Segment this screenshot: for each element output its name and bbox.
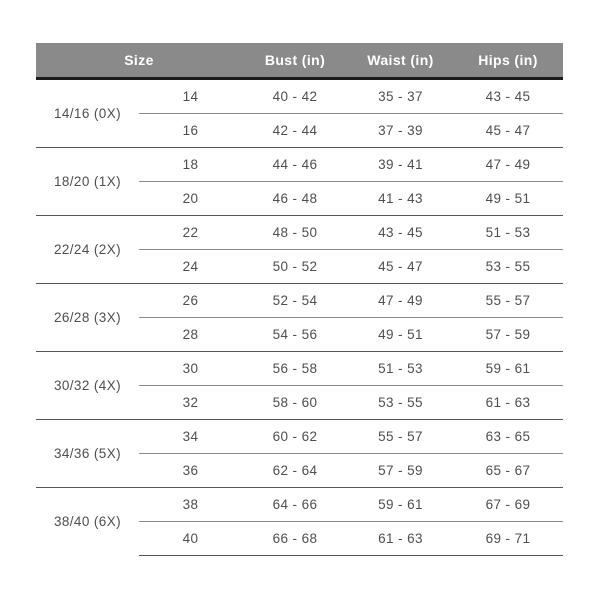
column-header-size: Size (36, 43, 242, 79)
hips-cell: 53 - 55 (453, 250, 563, 284)
bust-cell: 54 - 56 (242, 318, 348, 352)
size-group-label: 22/24 (2X) (36, 216, 139, 284)
column-header-waist: Waist (in) (348, 43, 453, 79)
bust-cell: 44 - 46 (242, 148, 348, 182)
bust-cell: 40 - 42 (242, 79, 348, 114)
waist-cell: 45 - 47 (348, 250, 453, 284)
size-cell: 16 (139, 114, 242, 148)
table-row (36, 352, 563, 386)
size-cell: 40 (139, 522, 242, 556)
hips-cell: 51 - 53 (453, 216, 563, 250)
size-chart-table (36, 43, 563, 556)
bust-cell: 50 - 52 (242, 250, 348, 284)
waist-cell: 59 - 61 (348, 488, 453, 522)
size-group-label: 30/32 (4X) (36, 352, 139, 420)
hips-cell: 45 - 47 (453, 114, 563, 148)
table-row (36, 284, 563, 318)
hips-cell: 65 - 67 (453, 454, 563, 488)
hips-cell: 47 - 49 (453, 148, 563, 182)
size-cell: 22 (139, 216, 242, 250)
table-row (36, 79, 563, 114)
waist-cell: 47 - 49 (348, 284, 453, 318)
waist-cell: 57 - 59 (348, 454, 453, 488)
size-cell: 18 (139, 148, 242, 182)
waist-cell: 51 - 53 (348, 352, 453, 386)
hips-cell: 69 - 71 (453, 522, 563, 556)
size-cell: 38 (139, 488, 242, 522)
bust-cell: 42 - 44 (242, 114, 348, 148)
waist-cell: 53 - 55 (348, 386, 453, 420)
size-cell: 28 (139, 318, 242, 352)
bust-cell: 62 - 64 (242, 454, 348, 488)
waist-cell: 37 - 39 (348, 114, 453, 148)
bust-cell: 60 - 62 (242, 420, 348, 454)
hips-cell: 57 - 59 (453, 318, 563, 352)
table-row (36, 420, 563, 454)
bust-cell: 58 - 60 (242, 386, 348, 420)
hips-cell: 49 - 51 (453, 182, 563, 216)
hips-cell: 67 - 69 (453, 488, 563, 522)
size-cell: 34 (139, 420, 242, 454)
table-row (36, 148, 563, 182)
size-cell: 24 (139, 250, 242, 284)
size-cell: 36 (139, 454, 242, 488)
hips-cell: 55 - 57 (453, 284, 563, 318)
waist-cell: 41 - 43 (348, 182, 453, 216)
bust-cell: 64 - 66 (242, 488, 348, 522)
hips-cell: 59 - 61 (453, 352, 563, 386)
bust-cell: 48 - 50 (242, 216, 348, 250)
waist-cell: 39 - 41 (348, 148, 453, 182)
bust-cell: 46 - 48 (242, 182, 348, 216)
size-group-label: 38/40 (6X) (36, 488, 139, 556)
size-cell: 32 (139, 386, 242, 420)
column-header-hips: Hips (in) (453, 43, 563, 79)
table-row (36, 216, 563, 250)
waist-cell: 61 - 63 (348, 522, 453, 556)
column-header-bust: Bust (in) (242, 43, 348, 79)
size-cell: 26 (139, 284, 242, 318)
size-group-label: 18/20 (1X) (36, 148, 139, 216)
bust-cell: 52 - 54 (242, 284, 348, 318)
size-cell: 20 (139, 182, 242, 216)
bust-cell: 66 - 68 (242, 522, 348, 556)
hips-cell: 61 - 63 (453, 386, 563, 420)
size-group-label: 34/36 (5X) (36, 420, 139, 488)
hips-cell: 43 - 45 (453, 79, 563, 114)
waist-cell: 49 - 51 (348, 318, 453, 352)
size-group-label: 14/16 (0X) (36, 79, 139, 148)
size-cell: 30 (139, 352, 242, 386)
header-row (36, 43, 563, 79)
hips-cell: 63 - 65 (453, 420, 563, 454)
size-group-label: 26/28 (3X) (36, 284, 139, 352)
size-cell: 14 (139, 79, 242, 114)
bust-cell: 56 - 58 (242, 352, 348, 386)
table-row (36, 488, 563, 522)
waist-cell: 35 - 37 (348, 79, 453, 114)
waist-cell: 43 - 45 (348, 216, 453, 250)
waist-cell: 55 - 57 (348, 420, 453, 454)
